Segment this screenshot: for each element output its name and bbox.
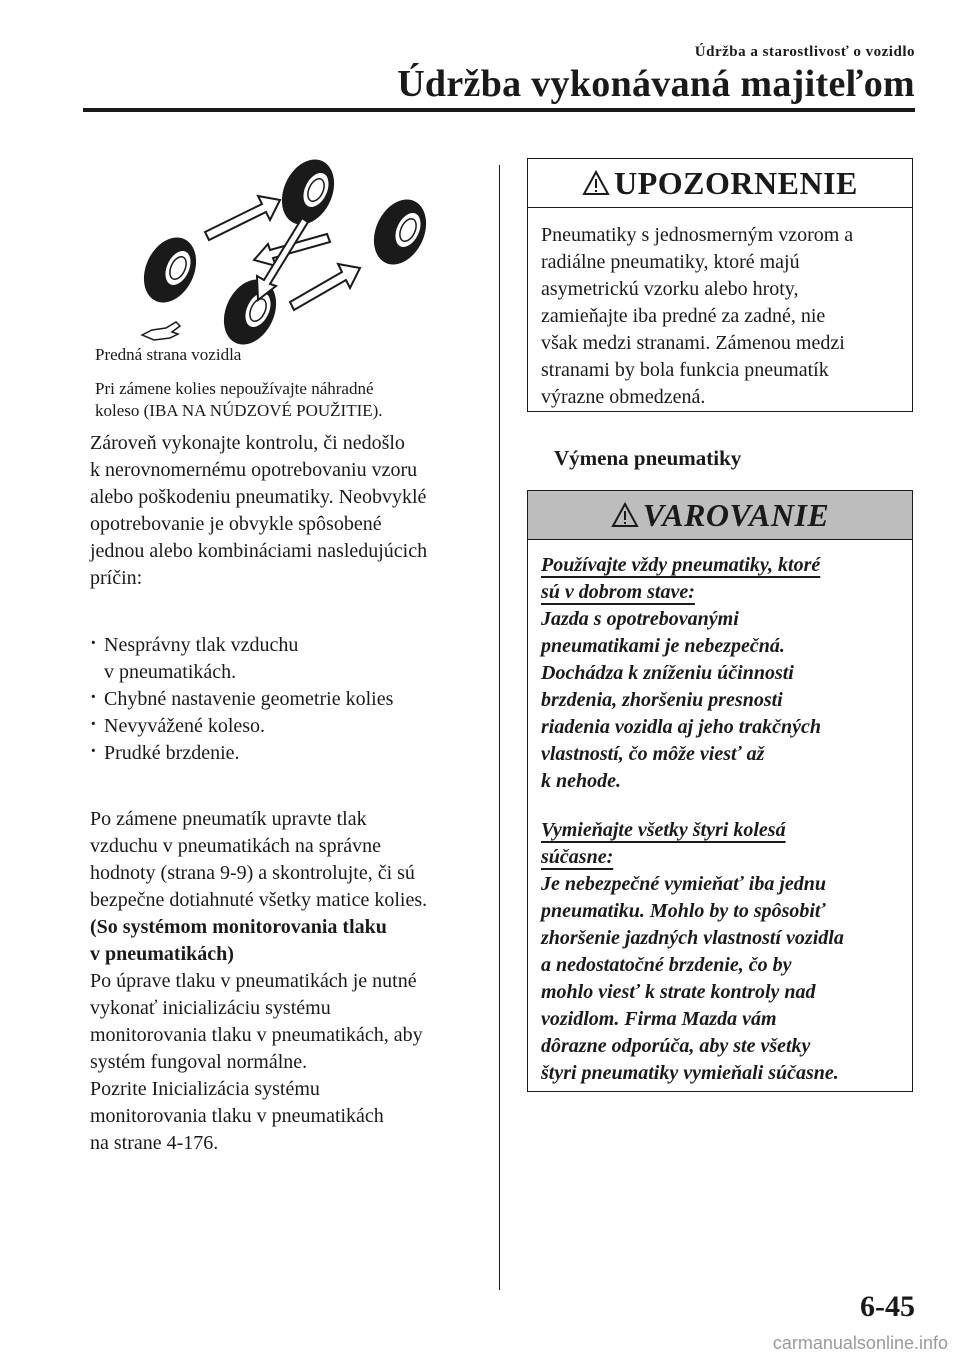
warning-title: VAROVANIE [642, 496, 830, 533]
caution-title: UPOZORNENIE [614, 164, 858, 201]
spacer [541, 795, 900, 817]
text-line: bezpečne dotiahnuté všetky matice kolies. [90, 889, 428, 911]
text-line: na strane 4-176. [90, 1132, 219, 1154]
tpms-subheading: (So systémom monitorovania tlaku [90, 916, 387, 938]
figure-note-line: Pri zámene kolies nepoužívajte náhradné [95, 379, 374, 398]
text-line: zhoršenie jazdných vlastností vozidla [541, 927, 844, 949]
text-line: vozidlom. Firma Mazda vám [541, 1008, 777, 1030]
page-number: 6-45 [860, 1290, 915, 1323]
text-line: k nehode. [541, 770, 621, 792]
tire-replacement-heading: Výmena pneumatiky [554, 446, 742, 470]
caution-box [527, 158, 913, 412]
text-line: vzduchu v pneumatikách na správne [90, 835, 382, 857]
text-line: stranami by bola funkcia pneumatík [541, 359, 829, 381]
warning-subheading: sú v dobrom stave: [541, 581, 695, 603]
text-line: asymetrickú vzorku alebo hroty, [541, 278, 799, 300]
text-line: brzdenia, zhoršeniu presnosti [541, 689, 783, 711]
tire-icon [140, 229, 206, 311]
warning-triangle-icon [582, 170, 610, 196]
text-line: výrazne obmedzená. [541, 386, 706, 408]
caution-header [528, 159, 912, 208]
warning-header [528, 491, 912, 540]
text-line: vlastností, čo môže viesť až [541, 743, 765, 765]
cause-list [90, 632, 490, 767]
tire-icon [272, 151, 344, 233]
text-line: k nerovnomernému opotrebovaniu vzoru [90, 459, 418, 481]
tire-rotation-diagram [140, 150, 460, 345]
list-item-line: v pneumatikách. [104, 661, 237, 683]
text-line: dôrazne odporúča, aby ste všetky [541, 1035, 811, 1057]
column-divider [499, 165, 500, 1290]
text-line: Je nebezpečné vymieňať iba jednu [541, 873, 827, 895]
warning-subheading: Vymieňajte všetky štyri kolesá [541, 819, 786, 841]
text-line: Pneumatiky s jednosmerným vzorom a [541, 224, 854, 246]
list-item-line: · Chybné nastavenie geometrie kolies [104, 688, 394, 710]
tire-icon [364, 191, 436, 273]
text-line: hodnoty (strana 9-9) a skontrolujte, či sú [90, 862, 415, 884]
text-line: riadenia vozidla aj jeho trakčných [541, 716, 821, 738]
text-line: Dochádza k zníženiu účinnosti [541, 662, 794, 684]
list-item-line: · Nevyvážené koleso. [104, 715, 266, 737]
text-line: mohlo viesť k strate kontroly nad [541, 981, 816, 1003]
list-item [90, 740, 490, 767]
warning-subheading: Používajte vždy pneumatiky, ktoré [541, 554, 821, 576]
text-line: však medzi stranami. Zámenou medzi [541, 332, 845, 354]
text-line: zamieňajte iba predné za zadné, nie [541, 305, 826, 327]
section-title: Údržba a starostlivosť o vozidlo [694, 44, 915, 60]
text-line: monitorovania tlaku v pneumatikách, aby [90, 1024, 423, 1046]
tpms-subheading: v pneumatikách) [90, 943, 234, 965]
text-line: systém fungoval normálne. [90, 1051, 308, 1073]
text-line: Jazda s opotrebovanými [541, 608, 739, 630]
front-of-vehicle-label: Predná strana vozidla [95, 345, 242, 364]
text-line: vykonať inicializáciu systému [90, 997, 331, 1019]
text-line: jednou alebo kombináciami nasledujúcich [90, 540, 428, 562]
warning-body [528, 540, 912, 1087]
warning-triangle-icon [611, 502, 639, 528]
list-item [90, 713, 490, 740]
text-line: pneumatikami je nebezpečná. [541, 635, 785, 657]
text-line: monitorovania tlaku v pneumatikách [90, 1105, 384, 1127]
caution-body [528, 208, 912, 411]
text-line: pneumatiku. Mohlo by to spôsobiť [541, 900, 826, 922]
text-line: radiálne pneumatiky, ktoré majú [541, 251, 800, 273]
left-column [90, 150, 490, 420]
after-rotation-section [90, 806, 490, 1157]
tire-rotation-figure [90, 150, 490, 420]
figure-note-line: koleso (IBA NA NÚDZOVÉ POUŽITIE). [95, 401, 383, 420]
watermark: carmanualsonline.info [772, 1333, 948, 1353]
list-item-line: · Prudké brzdenie. [104, 742, 240, 764]
text-line: opotrebovanie je obvykle spôsobené [90, 513, 382, 535]
text-line: alebo poškodeniu pneumatiky. Neobvyklé [90, 486, 427, 508]
figure-note [95, 378, 383, 422]
warning-subheading: súčasne: [541, 846, 614, 868]
list-item [90, 686, 490, 713]
rotation-arrow-icon [205, 196, 360, 310]
text-line: príčin: [90, 567, 143, 589]
list-item [90, 632, 490, 686]
tire-icon [214, 271, 286, 345]
text-line: a nedostatočné brzdenie, čo by [541, 954, 792, 976]
text-line: Po úprave tlaku v pneumatikách je nutné [90, 970, 417, 992]
text-line: Pozrite Inicializácia systému [90, 1078, 320, 1100]
header-divider [83, 108, 915, 112]
pointer-hand-icon [142, 322, 180, 340]
list-item-line: · Nesprávny tlak vzduchu [104, 634, 299, 656]
text-line: Zároveň vykonajte kontrolu, či nedošlo [90, 432, 405, 454]
text-line: Po zámene pneumatík upravte tlak [90, 808, 367, 830]
inspection-paragraph [90, 430, 490, 592]
page-title: Údržba vykonávaná majiteľom [397, 63, 915, 105]
warning-box [527, 490, 913, 1092]
text-line: štyri pneumatiky vymieňali súčasne. [541, 1062, 839, 1084]
